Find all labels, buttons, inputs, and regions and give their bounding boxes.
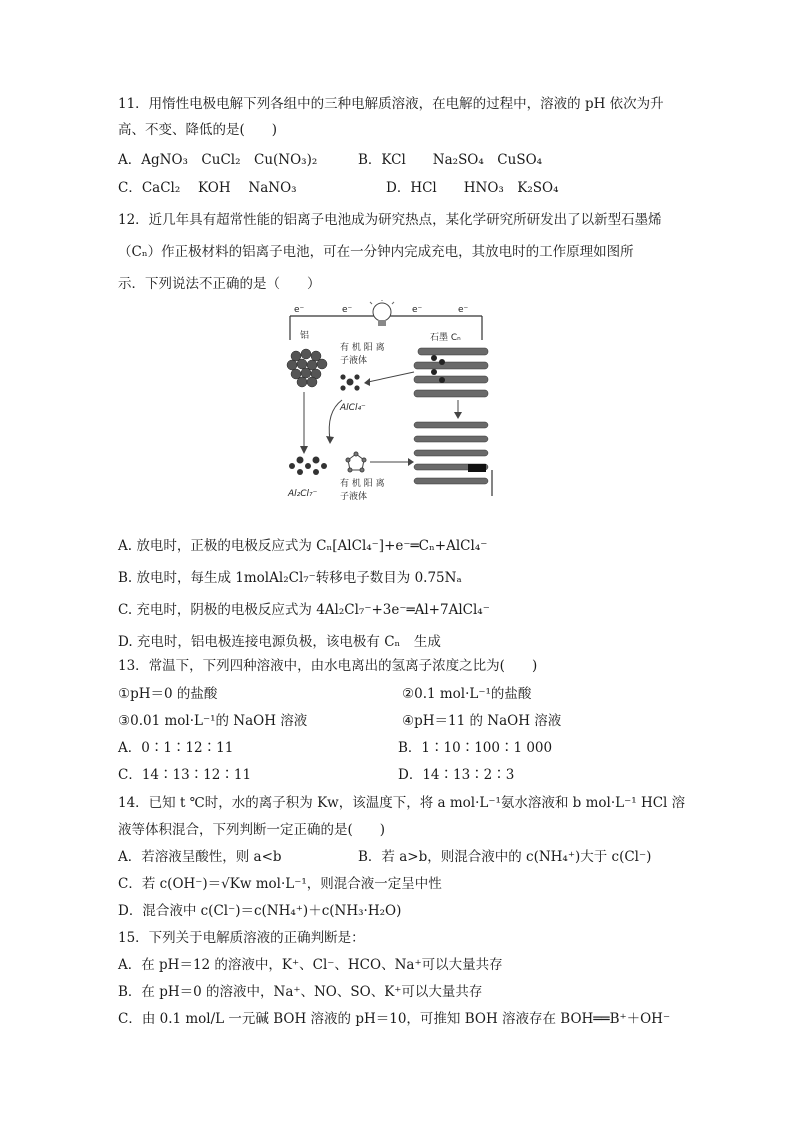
q12-stem-line1: 12．近几年具有超常性能的铝离子电池成为研究热点，某化学研究所研发出了以新型石墨烯 — [118, 212, 662, 228]
organic-cation-ring — [346, 452, 366, 472]
q12-option-d: D. 充电时，铝电极连接电源负极，该电极有 Cₙ 生成 — [118, 634, 441, 650]
ionic-liquid-bottom-line2: 子液体 — [340, 492, 368, 502]
q11-option-d: D．HCl HNO₃ K₂SO₄ — [386, 180, 559, 196]
ionic-liquid-top-line2: 子液体 — [340, 356, 368, 366]
al2cl7-molecule — [289, 457, 327, 476]
q14-option-d: D．混合液中 c(Cl⁻)＝c(NH₄⁺)＋c(NH₃·H₂O) — [118, 903, 402, 919]
electron-label-right: e⁻ — [458, 305, 469, 315]
al2cl7-label: Al₂Cl₇⁻ — [288, 489, 318, 499]
q14-option-c: C．若 c(OH⁻)＝√Kᴡ mol·L⁻¹，则混合液一定呈中性 — [118, 876, 442, 892]
q14-stem-line1: 14．已知 t ℃时，水的离子积为 Kᴡ，该温度下，将 a mol·L⁻¹氨水溶液和 b mol·L⁻¹ HCl 溶 — [118, 795, 686, 811]
q12-option-b: B. 放电时，每生成 1molAl₂Cl₇⁻转移电子数目为 0.75Nₐ — [118, 570, 462, 586]
arrow-graphite-to-alcl4-head — [364, 378, 370, 386]
q12-stem-line3: 示．下列说法不正确的是（ ） — [118, 276, 321, 292]
q13-option-b: B．1∶10∶100∶1 000 — [398, 740, 553, 756]
graphite-electrode-label: 石墨 Cₙ — [430, 333, 461, 343]
q13-option-c: C．14∶13∶12∶11 — [118, 767, 252, 783]
alcl4-label: AlCl₄⁻ — [340, 403, 366, 413]
electron-label-mid-left: e⁻ — [342, 305, 353, 315]
q12-option-a: A. 放电时，正极的电极反应式为 Cₙ[AlCl₄⁻]+e⁻═Cₙ+AlCl₄⁻ — [118, 538, 488, 554]
aluminum-electrode-label: 铝 — [300, 331, 310, 341]
alcl4-molecule — [340, 374, 359, 390]
q11-option-c: C．CaCl₂ KOH NaNO₃ — [118, 180, 297, 196]
q12-stem-line2: （Cₙ）作正极材料的铝离子电池，可在一分钟内完成充电，其放电时的工作原理如图所 — [118, 244, 634, 260]
q11-option-a: A．AgNO₃ CuCl₂ Cu(NO₃)₂ — [118, 152, 318, 168]
q11-option-b: B．KCl Na₂SO₄ CuSO₄ — [358, 152, 543, 168]
q13-option-d: D．14∶13∶2∶3 — [398, 767, 515, 783]
electron-label-left: e⁻ — [294, 305, 305, 315]
q14-option-b: B．若 a>b，则混合液中的 c(NH₄⁺)大于 c(Cl⁻) — [358, 849, 652, 865]
q15-option-c: C．由 0.1 mol/L 一元碱 BOH 溶液的 pH＝10，可推知 BOH 溶液存在 BOH══B⁺＋OH⁻ — [118, 1011, 671, 1027]
q13-solution-1: ①pH＝0 的盐酸 — [118, 686, 218, 702]
arrow-graphite-down-head — [454, 412, 462, 419]
q11-stem-line2: 高、不变、降低的是( ) — [118, 122, 278, 138]
battery-diagram — [282, 300, 522, 502]
q13-solution-3: ③0.01 mol·L⁻¹的 NaOH 溶液 — [118, 713, 308, 729]
light-bulb-icon — [370, 300, 394, 326]
ionic-liquid-top-line1: 有 机 阳 离 — [340, 343, 385, 353]
electron-label-mid-right: e⁻ — [412, 305, 423, 315]
graphite-edge-mark — [468, 464, 486, 472]
q13-solution-4: ④pH＝11 的 NaOH 溶液 — [402, 713, 562, 729]
q13-stem: 13．常温下，下列四种溶液中，由水电离出的氢离子浓度之比为( ) — [118, 658, 538, 674]
aluminum-electrode-cluster — [287, 349, 327, 387]
q15-stem: 15．下列关于电解质溶液的正确判断是： — [118, 930, 365, 946]
q13-option-a: A．0∶1∶12∶11 — [118, 740, 234, 756]
q15-option-a: A．在 pH＝12 的溶液中，K⁺、Cl⁻、HCO、Na⁺可以大量共存 — [118, 957, 503, 973]
arrow-cation-to-graphite-head — [408, 458, 414, 466]
q14-stem-line2: 液等体积混合，下列判断一定正确的是( ) — [118, 822, 386, 838]
arrow-al-down-head — [300, 446, 308, 454]
ionic-liquid-bottom-line1: 有 机 阳 离 — [340, 479, 385, 489]
q15-option-b: B．在 pH＝0 的溶液中，Na⁺、NO、SO、K⁺可以大量共存 — [118, 984, 483, 1000]
q12-option-c: C. 充电时，阴极的电极反应式为 4Al₂Cl₇⁻+3e⁻═Al+7AlCl₄⁻ — [118, 602, 490, 618]
q11-stem-line1: 11．用惰性电极电解下列各组中的三种电解质溶液，在电解的过程中，溶液的 pH 依次为升 — [118, 96, 664, 112]
arrow-graphite-to-alcl4 — [368, 372, 414, 382]
q14-option-a: A．若溶液呈酸性，则 a<b — [118, 849, 282, 865]
q13-solution-2: ②0.1 mol·L⁻¹的盐酸 — [402, 686, 532, 702]
graphite-layers — [414, 348, 488, 484]
arrow-alcl4-curve-head — [326, 436, 334, 444]
